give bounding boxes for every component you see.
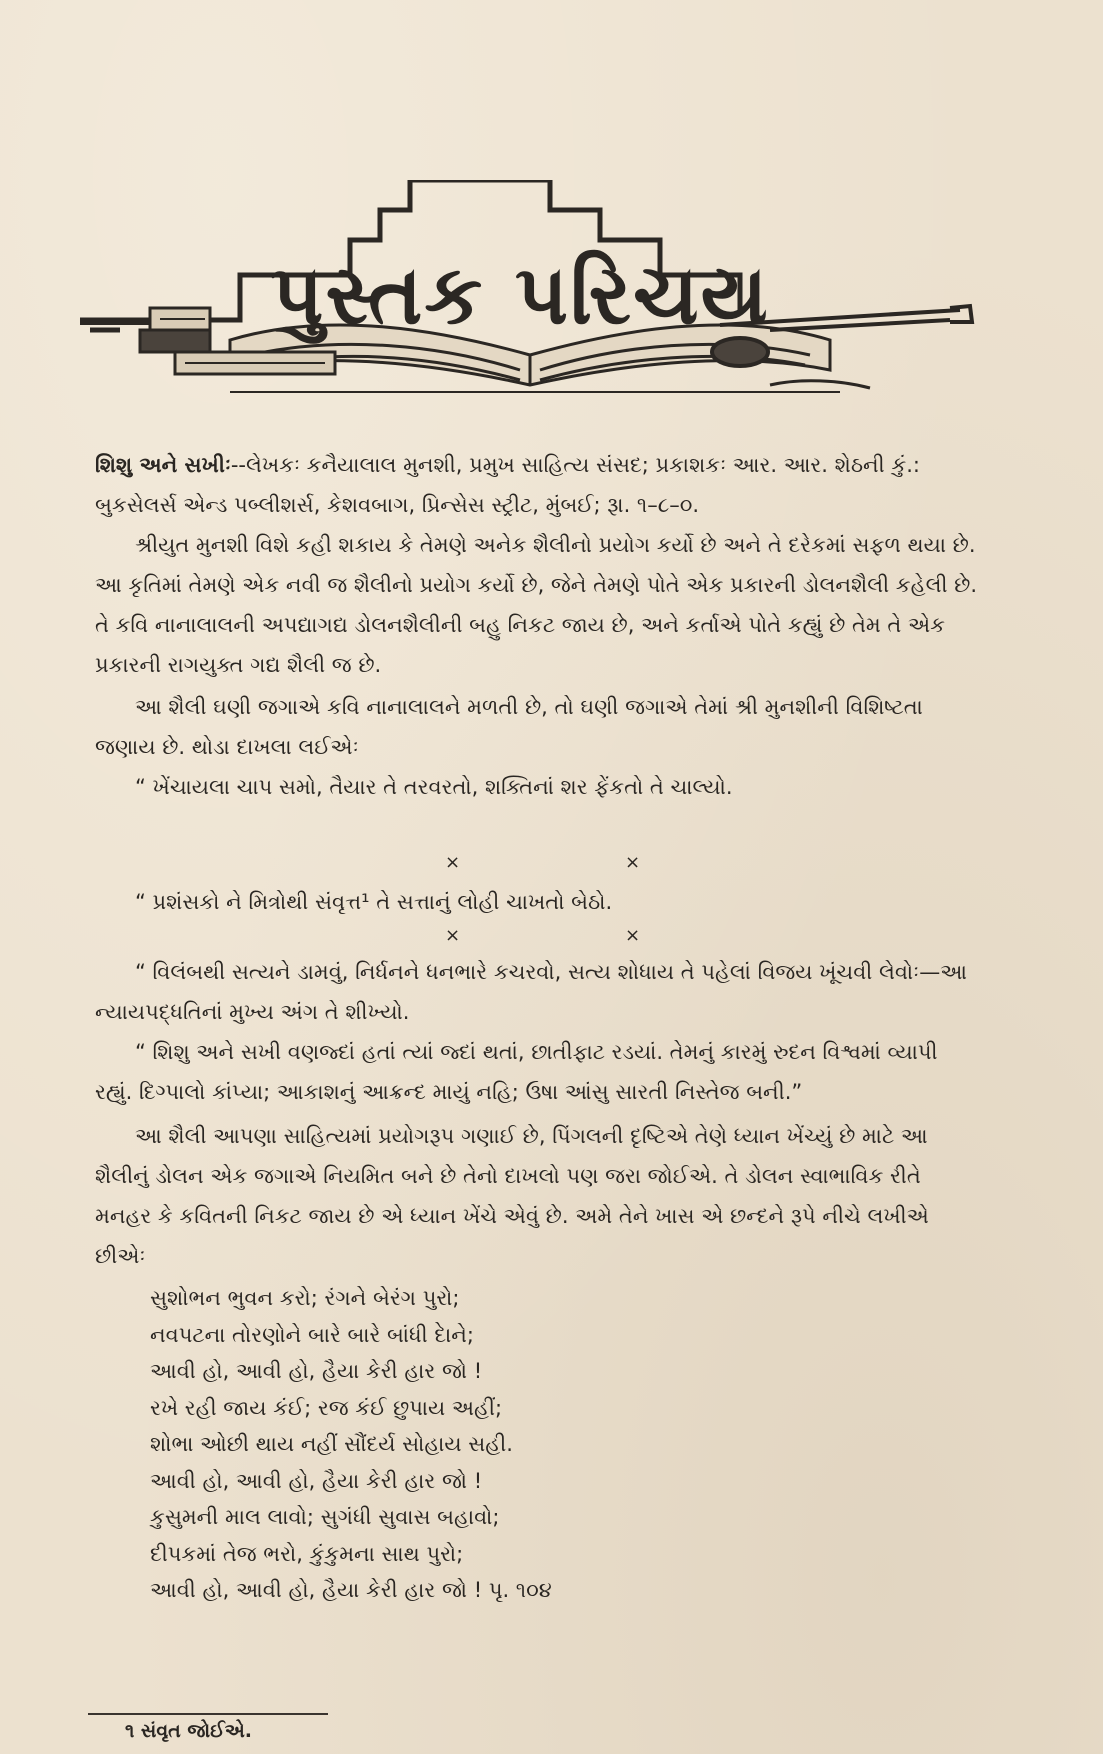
poem-line: કુસુમની માલ લાવો; સુગંધી સુવાસ બહાવો; <box>150 1505 500 1529</box>
review-book-title: શિશુ અને સખીઃ <box>95 453 231 477</box>
quote-2: “ પ્રશંસકો ને મિત્રોથી સંવૃત્ત¹ તે સત્તાનું લોહી ચાખતો બેઠો. <box>135 890 613 914</box>
quote-1: “ ખેંચાયલા ચાપ સમો, તૈયાર તે તરવરતો, શક્તિનાં શર ફેંકતો તે ચાલ્યો. <box>135 775 733 799</box>
footnote: ૧ સંવૃત જોઈએ. <box>125 1720 253 1742</box>
review-paragraph-1: શ્રીયુત મુનશી વિશે કહી શકાય કે તેમણે અનેક શૈલીનો પ્રયોગ કર્યો છે અને તે દરેકમાં સફળ થયા છે. આ કૃતિમાં તેમણે એક નવી જ શૈલીનો પ્રયોગ કર્યો છે, જેને તેમણે પોતે એક પ્રકારની ડોલનશૈલી કહેલી છે. તે કવિ નાનાલાલની અપદ્યાગદ્ય ડોલનશૈલીની બહુ નિકટ જાય છે, અને કર્તાએ પોતે કહ્યું છે તેમ તે એક પ્રકારની રાગયુક્ત ગદ્ય શૈલી જ છે. <box>95 533 978 677</box>
review-heading-line <box>95 445 980 525</box>
poem-line: સુશોભન ભુવન કરો; રંગને બેરંગ પુરો; <box>150 1286 460 1310</box>
poem-line: દીપકમાં તેજ ભરો, કુંકુમના સાથ પુરો; <box>150 1541 464 1566</box>
separator-mark: × <box>625 852 641 873</box>
poem-line: રખે રહી જાય કંઈ; રજ કંઈ છુપાય અહીં; <box>150 1395 503 1420</box>
separator-mark: × <box>445 852 461 873</box>
separator-mark: × <box>445 925 461 946</box>
poem-line: આવી હો, આવી હો, હૈયા કેરી હાર જો ! <box>150 1468 483 1493</box>
quote-3: “ વિલંબથી સત્યને ડામવું, નિર્ધનને ધનભારે કચરવો, સત્ય શોધાય તે પહેલાં વિજય ખૂંચવી લેવોઃ—આ ન્યાયપદ્ધતિનાં મુખ્ય અંગ તે શીખ્યો. <box>95 960 967 1024</box>
separator-mark: × <box>625 925 641 946</box>
page-heading: પુસ્તક પરિચય <box>270 248 770 343</box>
review-intro <box>95 445 980 807</box>
review-paragraph-2: આ શૈલી ઘણી જગાએ કવિ નાનાલાલને મળતી છે, તો ઘણી જગાએ તેમાં શ્રી મુનશીની વિશિષ્ટતા જણાય છે. થોડા દાખલા લઈએઃ <box>95 695 923 759</box>
poem-line: શોભા ઓછી થાય નહીં સૌંદર્ય સોહાય સહી. <box>150 1432 513 1456</box>
review-body <box>95 952 980 1276</box>
quote-4: “ શિશુ અને સખી વણજ્દાં હતાં ત્યાં જ્દાં થતાં, છાતીફાટ રડયાં. તેમનું કારમું રુદન વિશ્વમાં વ્યાપી રહ્યું. દિગ્પાલો કાંપ્યા; આકાશનું આક્રન્દ માયું નહિ; ઉષા આંસુ સારતી નિસ્તેજ બની.” <box>95 1040 938 1104</box>
poem-line: આવી હો, આવી હો, હૈયા કેરી હાર જો ! <box>150 1359 483 1383</box>
quote-2-block <box>95 882 980 922</box>
poem-line: નવપટના તોરણોને બારે બારે બાંધી દેાને; <box>150 1322 474 1347</box>
review-paragraph-3: આ શૈલી આપણા સાહિત્યમાં પ્રયોગરૂપ ગણાઈ છે, પિંગલની દૃષ્ટિએ તેણે ધ્યાન ખેંચ્યું છે માટે આ શૈલીનું ડોલન એક જગાએ નિયમિત બને છે તેનો દાખલો પણ જરા જોઈએ. તે ડોલન સ્વાભાવિક રીતે મનહર કે કવિતની નિકટ જાય છે એ ધ્યાન ખેંચે એવું છે. અમે તેને ખાસ એ છન્દને રૂપે નીચે લખીએ છીએઃ <box>95 1124 929 1268</box>
review-byline: --લેખકઃ કનૈયાલાલ મુનશી, પ્રમુખ સાહિત્ય સંસદ; પ્રકાશકઃ આર. આર. શેઠની કું.: બુકસેલર્સ એન્ડ પબ્લીશર્સ, કેશવબાગ, પ્રિન્સેસ સ્ટ્રીટ, મુંબઈ; રૂા. ૧–૮–૦. <box>95 453 920 517</box>
poem-excerpt <box>150 1280 850 1609</box>
poem-line: આવી હો, આવી હો, હૈયા કેરી હાર જો ! પૃ. ૧૦૪ <box>150 1578 552 1602</box>
footnote-divider <box>88 1713 328 1715</box>
